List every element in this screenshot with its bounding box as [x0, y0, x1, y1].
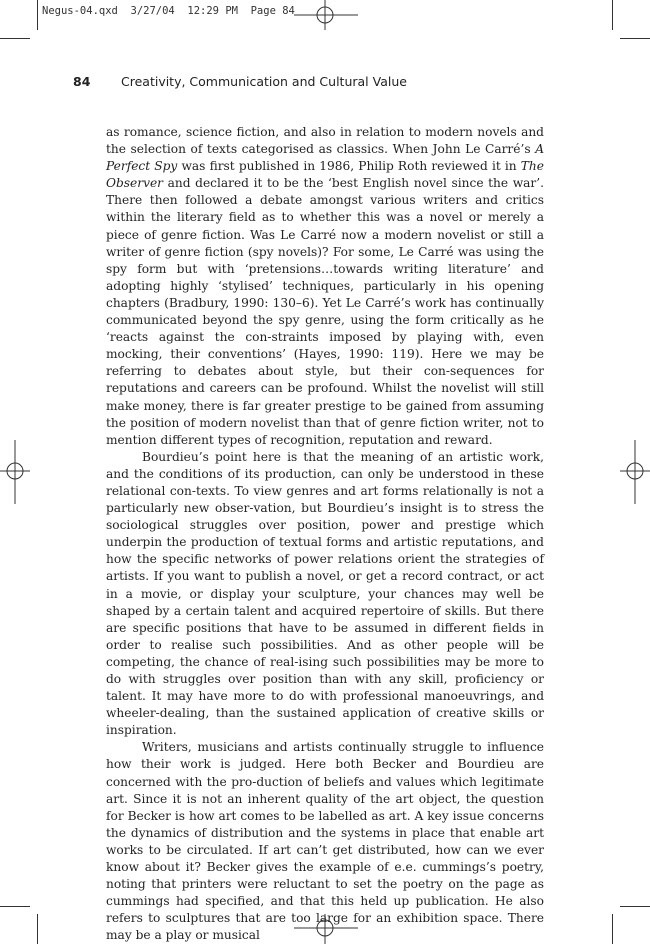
text-run: was first published in 1986, Philip Roth reviewed it in — [177, 159, 521, 174]
crop-mark-bottom-right-h — [620, 906, 650, 907]
text-run: Writers, musicians and artists continually struggle to influence how their work is judged. Here both Becker and Bourdieu are concerned with the pro-duction of beliefs and values which legitimate art. Since it is not an inherent quality of the art object, the question for Becker is how art comes to be labelled as art. A key issue concerns the dynamics of distribution and the systems in place that enable art works to be circulated. If art can’t get distributed, how can we ever know about it? Becker gives the example of e.e. cummings’s poetry, noting that printers were reluctant to set the poetry on the page as cummings had specified, and that this held up publication. He also refers to sculptures that are too large for an exhibition space. There may be a play or musical — [106, 740, 544, 943]
registration-mark-left — [0, 440, 30, 504]
crop-mark-bottom-left — [37, 914, 38, 944]
paragraph — [106, 124, 544, 449]
paragraph — [106, 739, 544, 944]
crop-mark-top-left — [37, 0, 38, 30]
paragraph — [106, 449, 544, 740]
italic-title: The Observer — [106, 159, 544, 191]
print-slug: Negus-04.qxd 3/27/04 12:29 PM Page 84 — [42, 5, 295, 17]
registration-mark-top — [294, 0, 358, 30]
body-text — [106, 124, 544, 945]
crop-mark-top-right — [612, 0, 613, 30]
text-run: Bourdieu’s point here is that the meaning of an artistic work, and the conditions of its production, can only be understood in these relational con-texts. To view genres and art forms relationally is not a particularly new obser-vation, but Bourdieu’s insight is to stress the sociological struggles over position, power and prestige which underpin the production of textual forms and artistic reputations, and how the specific networks of power relations orient the strategies of artists. If you want to publish a novel, or get a record contract, or act in a movie, or display your sculpture, your chances may well be shaped by a certain talent and acquired repertoire of skills. But there are specific positions that have to be assumed in different fields in order to realise such possibilities. And as other people will be competing, the chance of real-ising such possibilities may be more to do with struggles over position than with any skill, proficiency or talent. It may have more to do with professional manoeuvrings, and wheeler-dealing, than the sustained application of creative skills or inspiration. — [106, 449, 544, 738]
crop-mark-bottom-right — [612, 914, 613, 944]
crop-mark-bottom-left-h — [0, 906, 30, 907]
text-run: and declared it to be the ‘best English novel since the war’. There then followed a debate amongst various writers and critics within the literary field as to whether this was a novel or merely a piece of genre fiction. Was Le Carré now a modern novelist or still a writer of genre fiction (spy novels)? For some, Le Carré was using the spy form but with ‘pretensions…towards writing literature’ and adopting highly ‘stylised’ techniques, particularly in his opening chapters (Bradbury, 1990: 130–6). Yet Le Carré’s work has continually communicated beyond the spy genre, using the form critically as he ‘reacts against the con-straints imposed by playing with, even mocking, their conventions’ (Hayes, 1990: 119). Here we may be referring to debates about style, but their con-sequences for reputations and careers can be profound. Whilst the novelist will still make money, there is far greater prestige to be gained from assuming the position of modern novelist than that of genre fiction writer, not to mention different types of recognition, reputation and reward. — [106, 176, 544, 447]
registration-mark-right — [620, 440, 650, 504]
chapter-title: Creativity, Communication and Cultural Value — [121, 74, 407, 89]
running-head — [73, 74, 407, 89]
text-run: as romance, science fiction, and also in relation to modern novels and the selection of texts categorised as classics. When John Le Carré’s — [106, 125, 544, 157]
crop-mark-top-left-h — [0, 38, 30, 39]
page-number: 84 — [73, 74, 91, 89]
italic-title: A Perfect Spy — [106, 142, 544, 174]
crop-mark-top-right-h — [620, 38, 650, 39]
